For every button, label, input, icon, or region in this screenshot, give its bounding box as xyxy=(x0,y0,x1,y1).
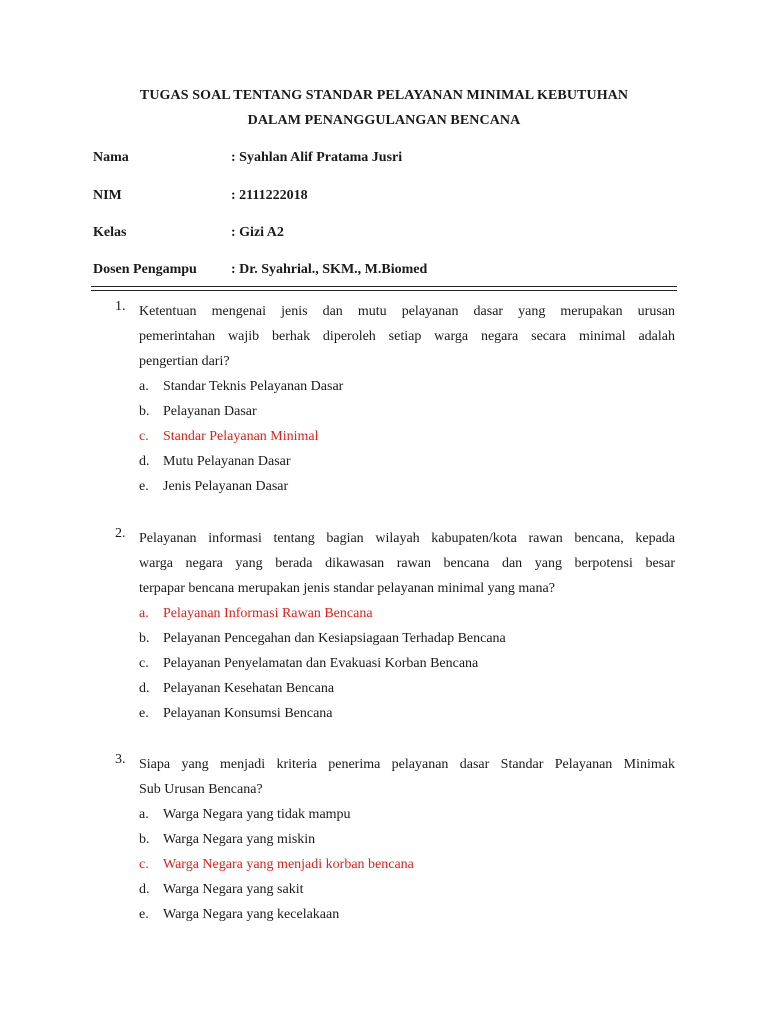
option-e xyxy=(139,474,675,499)
option-letter: e. xyxy=(139,706,149,721)
document-title-line-1: TUGAS SOAL TENTANG STANDAR PELAYANAN MINIMAL KEBUTUHAN xyxy=(139,88,629,103)
option-text: Warga Negara yang menjadi korban bencana xyxy=(163,857,414,872)
option-c-correct xyxy=(139,852,675,877)
info-label-kelas: Kelas xyxy=(93,225,127,240)
option-text: Warga Negara yang sakit xyxy=(163,882,304,897)
question-line: Ketentuan mengenai jenis dan mutu pelayanan dasar yang merupakan urusan xyxy=(139,304,675,319)
option-e xyxy=(139,701,675,726)
option-a-correct xyxy=(139,601,675,626)
option-text: Pelayanan Penyelamatan dan Evakuasi Korban Bencana xyxy=(163,656,479,671)
option-text: Jenis Pelayanan Dasar xyxy=(163,479,289,494)
option-text: Pelayanan Kesehatan Bencana xyxy=(163,681,335,696)
option-letter: e. xyxy=(139,907,149,922)
option-letter: a. xyxy=(139,379,149,394)
option-a xyxy=(139,374,675,399)
info-label-nama: Nama xyxy=(93,150,129,165)
option-text: Warga Negara yang tidak mampu xyxy=(163,807,351,822)
info-label-dosen: Dosen Pengampu xyxy=(93,262,197,277)
option-text: Pelayanan Informasi Rawan Bencana xyxy=(163,606,373,621)
option-text: Mutu Pelayanan Dasar xyxy=(163,454,291,469)
info-value-kelas: : Gizi A2 xyxy=(231,225,284,240)
option-letter: d. xyxy=(139,681,150,696)
question-line: warga negara yang berada dikawasan rawan bencana dan yang berpotensi besar xyxy=(139,556,675,571)
option-text: Pelayanan Konsumsi Bencana xyxy=(163,706,333,721)
question-line: Pelayanan informasi tentang bagian wilayah kabupaten/kota rawan bencana, kepada xyxy=(139,531,675,546)
question-number: 3. xyxy=(115,752,126,767)
option-a xyxy=(139,802,675,827)
option-d xyxy=(139,676,675,701)
option-letter: c. xyxy=(139,857,149,872)
option-letter: c. xyxy=(139,656,149,671)
question-number: 1. xyxy=(115,299,126,314)
question-text xyxy=(139,526,675,601)
question-1 xyxy=(115,299,675,499)
option-letter: b. xyxy=(139,832,150,847)
option-c-correct xyxy=(139,424,675,449)
option-letter: b. xyxy=(139,631,150,646)
question-number: 2. xyxy=(115,526,126,541)
info-value-nim: : 2111222018 xyxy=(231,188,308,203)
question-line: pemerintahan wajib berhak diperoleh setiap warga negara secara minimal adalah xyxy=(139,329,675,344)
option-d xyxy=(139,449,675,474)
option-d xyxy=(139,877,675,902)
option-letter: b. xyxy=(139,404,150,419)
option-text: Pelayanan Dasar xyxy=(163,404,257,419)
option-text: Standar Pelayanan Minimal xyxy=(163,429,319,444)
option-text: Pelayanan Pencegahan dan Kesiapsiagaan Terhadap Bencana xyxy=(163,631,506,646)
option-letter: e. xyxy=(139,479,149,494)
question-line: Sub Urusan Bencana? xyxy=(139,782,263,797)
info-label-nim: NIM xyxy=(93,188,122,203)
option-b xyxy=(139,827,675,852)
header-divider-thick xyxy=(91,286,677,287)
question-line: terpapar bencana merupakan jenis standar pelayanan minimal yang mana? xyxy=(139,581,555,596)
question-line: Siapa yang menjadi kriteria penerima pelayanan dasar Standar Pelayanan Minimak xyxy=(139,757,675,772)
option-letter: c. xyxy=(139,429,149,444)
option-letter: a. xyxy=(139,606,149,621)
option-e xyxy=(139,902,675,927)
question-3 xyxy=(115,752,675,927)
info-value-dosen: : Dr. Syahrial., SKM., M.Biomed xyxy=(231,262,428,277)
question-2 xyxy=(115,526,675,726)
option-letter: d. xyxy=(139,882,150,897)
question-text xyxy=(139,299,675,374)
question-text xyxy=(139,752,675,802)
option-letter: d. xyxy=(139,454,150,469)
option-letter: a. xyxy=(139,807,149,822)
option-b xyxy=(139,626,675,651)
document-title-line-2: DALAM PENANGGULANGAN BENCANA xyxy=(247,113,521,128)
option-c xyxy=(139,651,675,676)
option-text: Warga Negara yang miskin xyxy=(163,832,316,847)
header-divider-thin xyxy=(91,290,677,291)
option-b xyxy=(139,399,675,424)
info-value-nama: : Syahlan Alif Pratama Jusri xyxy=(231,150,403,165)
option-text: Standar Teknis Pelayanan Dasar xyxy=(163,379,344,394)
question-line: pengertian dari? xyxy=(139,354,230,369)
option-text: Warga Negara yang kecelakaan xyxy=(163,907,340,922)
